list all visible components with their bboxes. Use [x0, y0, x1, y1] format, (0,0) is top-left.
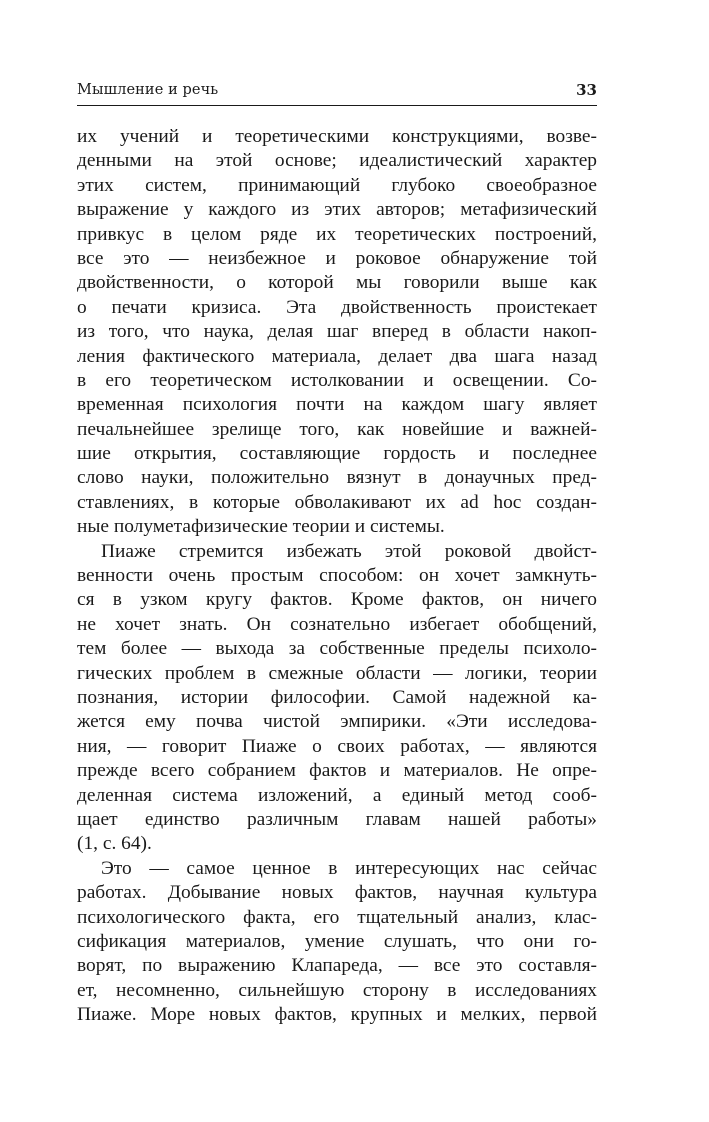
text-line: ет, несомненно, сильнейшую сторону в исследованиях	[77, 979, 597, 1001]
text-line: венности очень простым способом: он хочет замкнуть-	[77, 565, 597, 587]
text-line: Пиаже стремится избежать этой роковой двойст-	[101, 540, 597, 562]
paragraph-3	[77, 857, 597, 1028]
text-line: слово науки, положительно вязнут в донаучных пред-	[77, 467, 597, 489]
text-line: о печати кризиса. Эта двойственность проистекает	[77, 296, 597, 318]
header-rule	[77, 105, 597, 106]
text-line: шие открытия, составляющие гордость и последнее	[77, 443, 597, 465]
text-line: деленная система изложений, а единый метод сооб-	[77, 784, 597, 806]
text-line: денными на этой основе; идеалистический характер	[77, 150, 597, 172]
text-line: ния, — говорит Пиаже о своих работах, — являются	[77, 735, 597, 757]
text-line: прежде всего собранием фактов и материалов. Не опре-	[77, 760, 597, 782]
running-title: Мышление и речь	[77, 82, 219, 98]
text-line: жется ему почва чистой эмпирики. «Эти исследова-	[77, 711, 597, 733]
text-line: психологического факта, его тщательный анализ, клас-	[77, 906, 597, 928]
text-line: все это — неизбежное и роковое обнаружение той	[77, 247, 597, 269]
text-line: Пиаже. Море новых фактов, крупных и мелких, первой	[77, 1004, 597, 1026]
running-header	[77, 80, 597, 106]
text-line: ления фактического материала, делает два шага назад	[77, 345, 597, 367]
text-line: Это — самое ценное в интересующих нас сейчас	[101, 857, 597, 879]
page-number: 33	[576, 81, 597, 99]
text-line: печальнейшее зрелище того, как новейшие и важней-	[77, 418, 597, 440]
text-line: выражение у каждого из этих авторов; метафизический	[77, 199, 597, 221]
text-line: их учений и теоретическими конструкциями, возве-	[77, 126, 597, 147]
text-line: сификация материалов, умение слушать, что они го-	[77, 930, 597, 952]
text-line: тем более — выхода за собственные пределы психоло-	[77, 638, 597, 660]
text-line: привкус в целом ряде их теоретических построений,	[77, 223, 597, 245]
text-line: этих систем, принимающий глубоко своеобразное	[77, 174, 597, 196]
text-line: ворят, по выражению Клапареда, — все это составля-	[77, 955, 597, 977]
body-text	[77, 125, 597, 1027]
text-line: (1, с. 64).	[77, 833, 152, 855]
text-line: ставлениях, в которые обволакивают их ad hoc создан-	[77, 491, 597, 513]
text-line: гических проблем в смежные области — логики, теории	[77, 662, 597, 684]
text-line: щает единство различным главам нашей работы»	[77, 808, 597, 830]
text-line: работах. Добывание новых фактов, научная культура	[77, 882, 597, 904]
text-line: в его теоретическом истолковании и освещении. Со-	[77, 369, 597, 391]
paragraph-1	[77, 125, 597, 540]
text-line: познания, истории философии. Самой надежной ка-	[77, 686, 597, 708]
text-line: временная психология почти на каждом шагу являет	[77, 394, 597, 416]
text-line: ся в узком кругу фактов. Кроме фактов, он ничего	[77, 589, 597, 611]
text-line: из того, что наука, делая шаг вперед в области накоп-	[77, 321, 597, 343]
text-line: двойственности, о которой мы говорили выше как	[77, 272, 597, 294]
paragraph-2	[77, 540, 597, 857]
text-line: не хочет знать. Он сознательно избегает обобщений,	[77, 613, 597, 635]
text-line: ные полуметафизические теории и системы.	[77, 516, 445, 538]
